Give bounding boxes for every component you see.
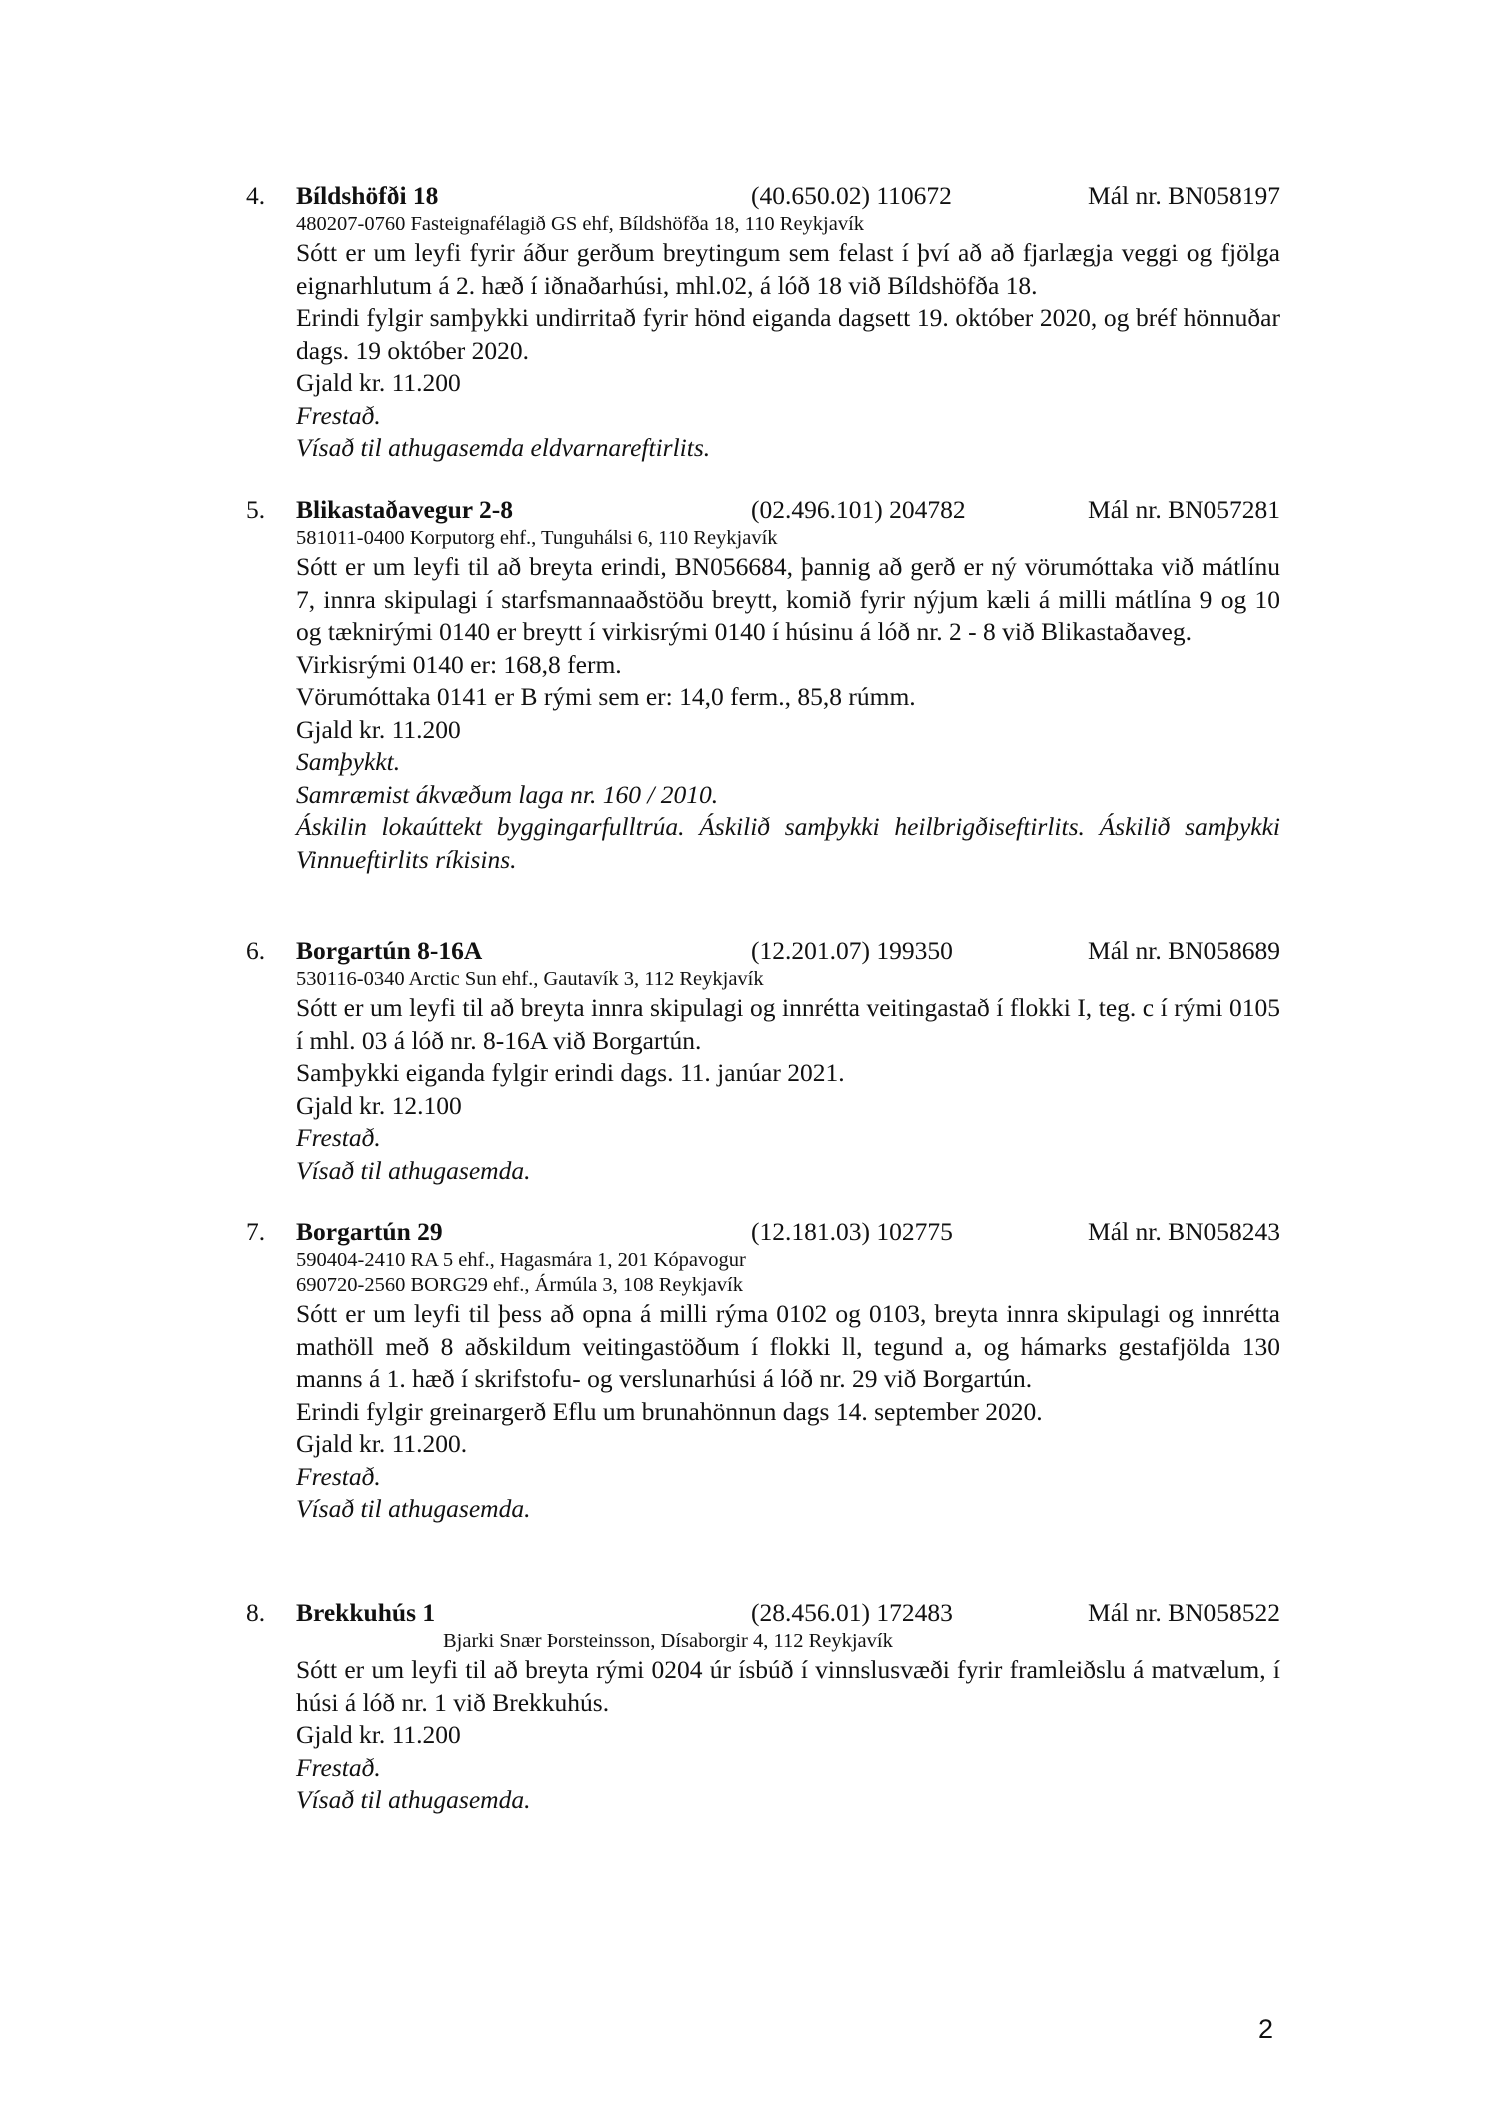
case-entry [246,494,1280,876]
entry-owner: 530116-0340 Arctic Sun ehf., Gautavík 3, 112 Reykjavík [296,968,764,990]
entry-fee: Gjald kr. 12.100 [296,1090,462,1120]
entry-header [246,1597,1280,1629]
entry-body [296,1298,1280,1526]
entry-note: Vísað til athugasemda. [296,1785,531,1814]
entry-lot-number: (12.201.07) 199350 [751,936,953,965]
entry-paragraph: Vörumóttaka 0141 er B rými sem er: 14,0 ferm., 85,8 rúmm. [296,682,916,711]
entry-fee: Gjald kr. 11.200. [296,1429,468,1458]
entry-header [246,1216,1280,1248]
entry-body [296,992,1280,1187]
entry-lot-number: (02.496.101) 204782 [751,495,966,524]
entry-paragraph: Sótt er um leyfi til að breyta erindi, BN056684, þannig að gerð er ný vörumóttaka við mátlínu 7, innra skipulagi í starfsmannaaðstöðu breytt, komið fyrir nýjum kæli á milli mátlína 9 og 10 og tæknirými 0140 er breytt í virkisrými 0140 í húsinu á lóð nr. 2 - 8 við Blikastaðaveg. [296,552,1280,646]
entry-note: Samræmist ákvæðum laga nr. 160 / 2010. [296,779,719,809]
entry-lot-number: (28.456.01) 172483 [751,1598,953,1627]
page-number: 2 [1258,2014,1274,2044]
entry-fee: Gjald kr. 11.200 [296,714,461,744]
entry-paragraph: Sótt er um leyfi fyrir áður gerðum breytingum sem felast í því að að fjarlægja veggi og fjölga eignarhlutum á 2. hæð í iðnaðarhúsi, mhl.02, á lóð 18 við Bíldshöfða 18. [296,238,1280,300]
entry-owner: 690720-2560 BORG29 ehf., Ármúla 3, 108 Reykjavík [296,1274,743,1296]
entry-owner: 581011-0400 Korputorg ehf., Tunguhálsi 6, 110 Reykjavík [296,527,778,549]
entry-paragraph: Erindi fylgir samþykki undirritað fyrir hönd eiganda dagsett 19. október 2020, og bréf hönnuðar dags. 19 október 2020. [296,303,1280,365]
entry-number: 5. [246,495,266,524]
entry-lot-number: (40.650.02) 110672 [751,181,952,210]
case-entry [246,935,1280,1187]
entry-note: Áskilin lokaúttekt byggingarfulltrúa. Áskilið samþykki heilbrigðiseftirlits. Áskilið samþykki Vinnueftirlits ríkisins. [296,812,1280,874]
entry-address: Borgartún 8-16A [296,936,483,965]
entry-address: Bíldshöfði 18 [296,181,439,210]
entry-decision: Samþykkt. [296,747,401,776]
entry-body [296,551,1280,876]
entry-address: Borgartún 29 [296,1217,443,1246]
entry-note: Vísað til athugasemda. [296,1494,531,1523]
entry-owner: 480207-0760 Fasteignafélagið GS ehf, Bíldshöfða 18, 110 Reykjavík [296,213,865,235]
entry-header [246,494,1280,526]
entry-paragraph: Sótt er um leyfi til að breyta rými 0204 úr ísbúð í vinnslusvæði fyrir framleiðslu á matvælum, í húsi á lóð nr. 1 við Brekkuhús. [296,1655,1280,1717]
entry-header [246,935,1280,967]
entry-lot-number: (12.181.03) 102775 [751,1217,953,1246]
entry-case-number: Mál nr. BN058243 [1088,1217,1280,1246]
entry-number: 6. [246,936,266,965]
entry-paragraph: Samþykki eiganda fylgir erindi dags. 11. janúar 2021. [296,1058,845,1087]
entry-header [246,180,1280,212]
entry-address: Blikastaðavegur 2-8 [296,495,513,524]
entry-decision: Frestað. [296,1461,381,1491]
entry-note: Vísað til athugasemda eldvarnareftirlits. [296,433,711,462]
entry-body [296,1654,1280,1817]
entry-number: 4. [246,181,266,210]
entry-case-number: Mál nr. BN058689 [1088,936,1280,965]
entry-note: Vísað til athugasemda. [296,1155,531,1185]
entry-paragraph: Virkisrými 0140 er: 168,8 ferm. [296,649,622,679]
entry-number: 8. [246,1598,266,1627]
case-entry [246,1216,1280,1526]
entry-owner: Bjarki Snær Þorsteinsson, Dísaborgir 4, 112 Reykjavík [443,1630,893,1652]
entry-decision: Frestað. [296,1123,381,1152]
entry-owner: 590404-2410 RA 5 ehf., Hagasmára 1, 201 Kópavogur [296,1249,746,1271]
entry-decision: Frestað. [296,1752,381,1782]
entry-address: Brekkuhús 1 [296,1598,436,1627]
entry-number: 7. [246,1217,266,1246]
entry-fee: Gjald kr. 11.200 [296,1720,461,1749]
entry-paragraph: Erindi fylgir greinargerð Eflu um brunahönnun dags 14. september 2020. [296,1396,1043,1426]
case-entry [246,1597,1280,1817]
entry-case-number: Mál nr. BN058522 [1088,1598,1280,1627]
entry-paragraph: Sótt er um leyfi til að breyta innra skipulagi og innrétta veitingastað í flokki I, teg. c í rými 0105 í mhl. 03 á lóð nr. 8-16A við Borgartún. [296,993,1280,1055]
entry-decision: Frestað. [296,400,381,430]
case-entry [246,180,1280,465]
entry-paragraph: Sótt er um leyfi til þess að opna á milli rýma 0102 og 0103, breyta innra skipulagi og innrétta mathöll með 8 aðskildum veitingastöðum í flokki ll, tegund a, og hámarks gestafjölda 130 manns á 1. hæð í skrifstofu- og verslunarhúsi á lóð nr. 29 við Borgartún. [296,1299,1280,1393]
entry-body [296,237,1280,465]
entry-fee: Gjald kr. 11.200 [296,368,461,397]
entry-case-number: Mál nr. BN058197 [1088,181,1280,210]
entry-case-number: Mál nr. BN057281 [1088,495,1280,524]
